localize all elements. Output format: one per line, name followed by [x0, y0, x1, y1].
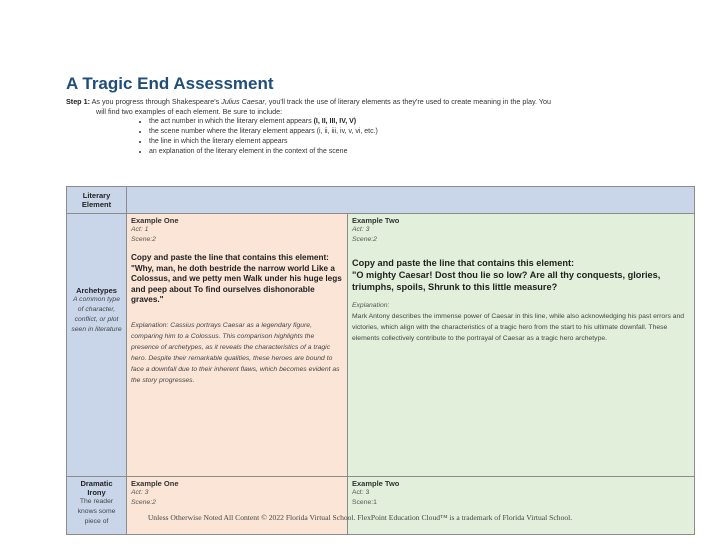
act-number: Act: 3 [131, 489, 149, 496]
step-instructions [66, 97, 696, 157]
step-text-before: As you progress through Shakespeare's [91, 97, 220, 106]
literary-elements-table [66, 186, 695, 535]
step-line-2: will find two examples of each element. Be sure to include: [96, 106, 283, 116]
element-description: A common type of character, conflict, or plot seen in literature [71, 296, 122, 333]
scene-number: Scene:2 [131, 499, 156, 506]
act-number: Act: 3 [352, 226, 370, 233]
list-item: • the act number in which the literary element appears (I, II, III, IV, V) [149, 117, 696, 127]
copyright-footer: Unless Otherwise Noted All Content © 2022 Florida Virtual School. FlexPoint Education Cloud™ is a trademark of Florida Virtual School. [147, 513, 573, 522]
element-cell [67, 214, 127, 477]
work-title: Julius Caesar [221, 97, 265, 106]
header-literary-element: Literary Element [67, 187, 127, 214]
example-one-cell[interactable] [127, 477, 348, 535]
header-blank [127, 187, 695, 214]
page-title: A Tragic End Assessment [66, 74, 274, 93]
requirements-list [66, 117, 696, 157]
scene-number: Scene:2 [131, 236, 156, 243]
element-description: The reader knows some piece of [77, 498, 116, 525]
example-title: Example One [131, 479, 179, 488]
line-prompt: Copy and paste the line that contains this element: [131, 253, 329, 262]
act-number: Act: 1 [131, 226, 149, 233]
line-prompt: Copy and paste the line that contains this element: [352, 258, 575, 268]
element-name: Dramatic Irony [80, 479, 113, 497]
table-row [67, 214, 695, 477]
example-one-cell[interactable] [127, 214, 348, 477]
example-title: Example One [131, 216, 179, 225]
example-title: Example Two [352, 216, 400, 225]
explanation-text: Explanation: Cassius portrays Caesar as a legendary figure, comparing him to a Colossus. This comparison highlights the presence of archetypes, as it reveals the characteristics of a tragic hero. Despite their remarkable qualities, these heroes are bound to face a downfall due to their inherent flaws, which becomes evident as the story progresses. [131, 321, 340, 384]
explanation-text: Mark Antony describes the immense power of Caesar in this line, while also acknowledging his past errors and victories, which align with the characteristics of a tragic hero from the start to his ultimate downfall. These elements collectively contribute to the portrayal of Caesar as a tragic hero archetype. [352, 313, 685, 342]
table-header-row [67, 187, 695, 214]
scene-number: Scene:1 [352, 499, 377, 506]
table-row [67, 477, 695, 535]
list-item: • the line in which the literary element appears [149, 137, 696, 147]
list-item: • the scene number where the literary element appears (i, ii, iii, iv, v, vi, etc.) [149, 127, 696, 137]
act-number: Act: 3 [352, 489, 370, 496]
example-title: Example Two [352, 479, 400, 488]
step-line-1 [66, 97, 696, 107]
explanation-label: Explanation: [352, 302, 390, 309]
list-item: • an explanation of the literary element in the context of the scene [149, 147, 696, 157]
quoted-line: "Why, man, he doth bestride the narrow world Like a Colossus, and we petty men Walk under his huge legs and peep about To find ourselves dishonorable graves." [131, 263, 342, 304]
step-label: Step 1: [66, 97, 90, 106]
scene-number: Scene:2 [352, 236, 377, 243]
element-name: Archetypes [76, 286, 117, 295]
step-text-after: , you'll track the use of literary elements as they're used to create meaning in the play. You [264, 97, 552, 106]
example-two-cell[interactable] [348, 214, 695, 477]
example-two-cell[interactable] [348, 477, 695, 535]
quoted-line: "O mighty Caesar! Dost thou lie so low? Are all thy conquests, glories, triumphs, spoils, Shrunk to this little measure? [352, 270, 661, 292]
element-cell [67, 477, 127, 535]
